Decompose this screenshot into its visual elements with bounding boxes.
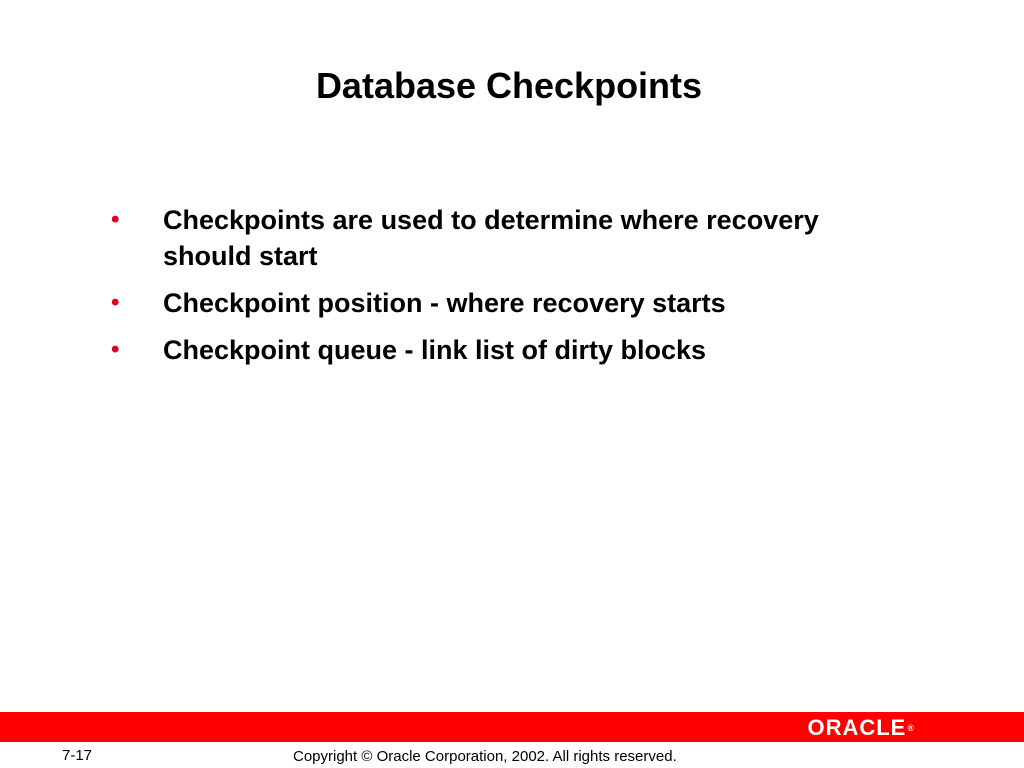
bullet-marker: •	[111, 289, 120, 316]
bullet-marker: •	[111, 206, 120, 233]
list-item	[111, 332, 831, 368]
bullet-text: Checkpoints are used to determine where recovery should start	[163, 205, 819, 271]
bullet-marker: •	[111, 336, 120, 363]
list-item	[111, 285, 831, 321]
bullet-text: Checkpoint position - where recovery starts	[163, 288, 726, 318]
registered-mark: ®	[907, 723, 914, 733]
bullet-text: Checkpoint queue - link list of dirty blocks	[163, 335, 707, 365]
copyright-text: Copyright © Oracle Corporation, 2002. All rights reserved.	[293, 748, 677, 765]
slide-number: 7-17	[62, 747, 93, 764]
oracle-logo	[807, 716, 914, 740]
logo-text: ORACLE	[807, 715, 907, 740]
list-item	[111, 202, 831, 274]
footer-bar	[0, 712, 1024, 742]
slide-title: Database Checkpoints	[315, 65, 703, 106]
bullet-list	[111, 202, 831, 379]
